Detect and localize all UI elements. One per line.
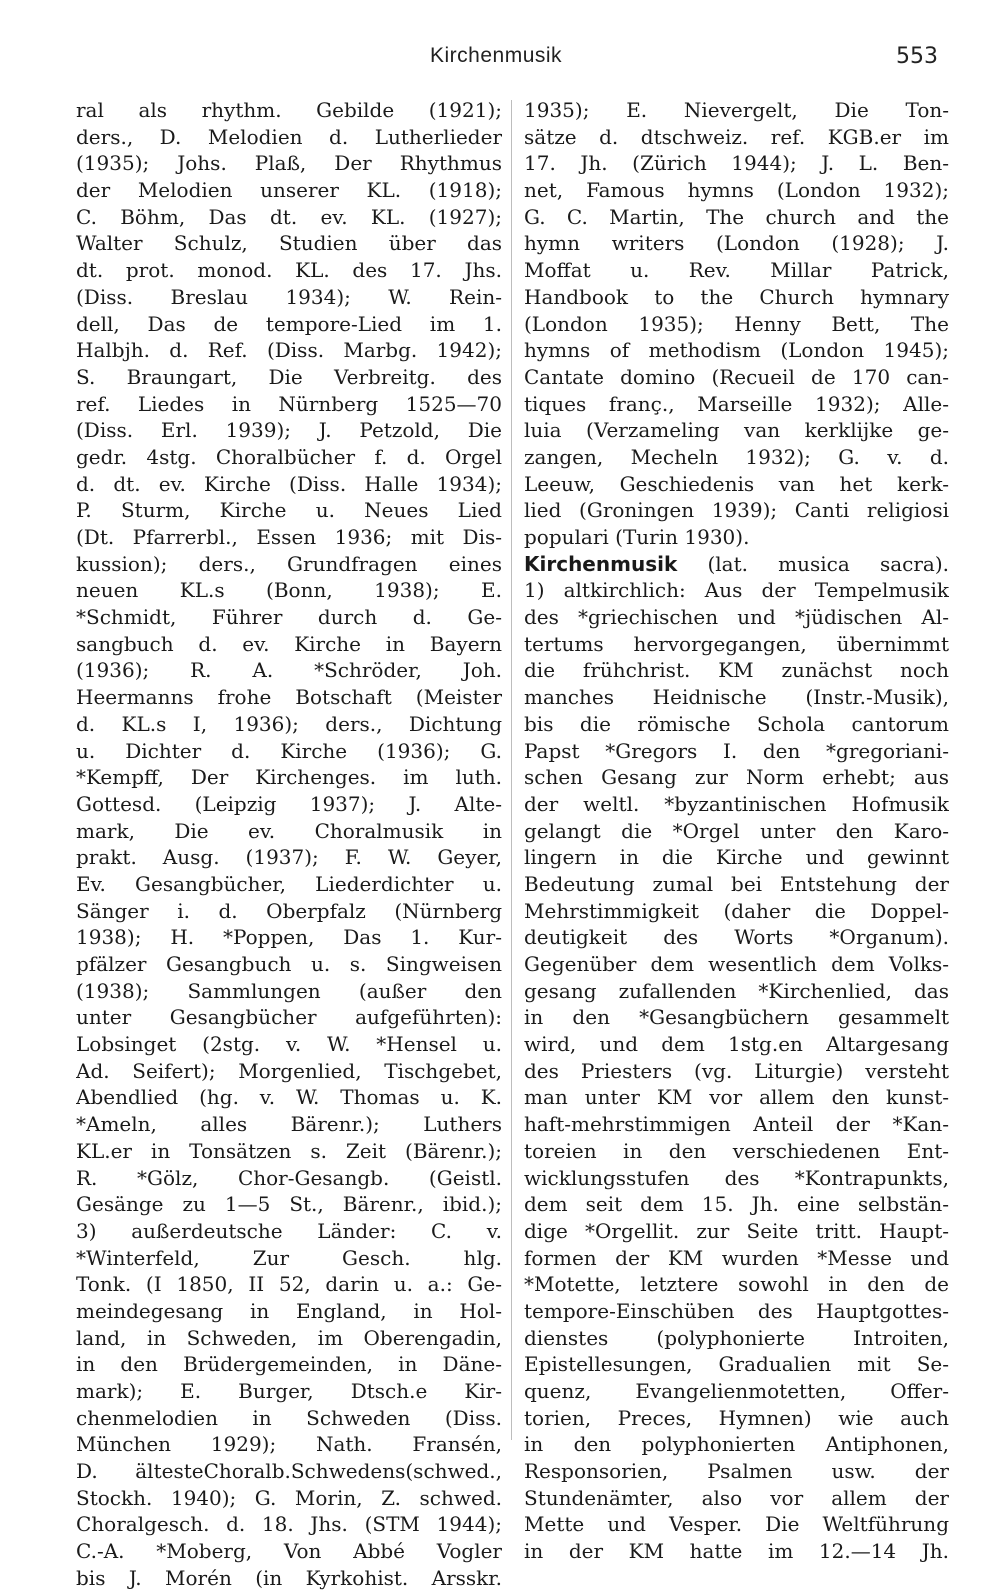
text-line: R. *Gölz, Chor-Gesangb. (Geistl. — [76, 1165, 502, 1190]
text-line: Walter Schulz, Studien über das — [76, 231, 502, 256]
text-line: Lobsinget (2stg. v. W. *Hensel u. — [76, 1032, 502, 1057]
text-line: ral als rhythm. Gebilde (1921); — [76, 98, 502, 122]
text-line: (Dt. Pfarrerbl., Essen 1936; mit Dis- — [76, 525, 502, 549]
text-line: neuen KL.s (Bonn, 1938); E. — [76, 578, 502, 603]
text-line: P. Sturm, Kirche u. Neues Lied — [76, 498, 502, 523]
text-line: (London 1935); Henny Bett, The — [524, 311, 949, 336]
text-line: (Diss. Breslau 1934); W. Rein- — [76, 284, 502, 309]
text-line: (1935); Johs. Plaß, Der Rhythmus — [76, 151, 502, 176]
text-line: luia (Verzameling van kerklijke ge- — [524, 418, 949, 443]
text-line: *Kempff, Der Kirchenges. im luth. — [76, 765, 502, 790]
text-line: Tonk. (I 1850, II 52, darin u. a.: Ge- — [76, 1272, 502, 1297]
text-line: in der KM hatte im 12.—14 Jh. — [524, 1539, 949, 1564]
text-line: *Motette, letztere sowohl in den de — [524, 1272, 949, 1297]
text-line: haft-mehrstimmigen Anteil der *Kan- — [524, 1112, 949, 1137]
text-line: land, in Schweden, im Oberengadin, — [76, 1325, 502, 1350]
text-line: gelangt die *Orgel unter den Karo- — [524, 818, 949, 843]
text-line: gesang zufallenden *Kirchenlied, das — [524, 978, 949, 1003]
running-head: Kirchenmusik — [430, 44, 563, 67]
text-line: ders., D. Melodien d. Lutherlieder — [76, 124, 502, 149]
text-line: dige *Orgellit. zur Seite tritt. Haupt- — [524, 1218, 949, 1243]
text-line: dem seit dem 15. Jh. eine selbstän- — [524, 1192, 949, 1217]
text-line: 3) außerdeutsche Länder: C. v. — [76, 1218, 502, 1243]
text-line: tiques franç., Marseille 1932); Alle- — [524, 391, 949, 416]
text-line: 1) altkirchlich: Aus der Tempelmusik — [524, 578, 949, 603]
text-line: der Melodien unserer KL. (1918); — [76, 178, 502, 203]
text-line: dell, Das de tempore-Lied im 1. — [76, 311, 502, 336]
text-line: Sänger i. d. Oberpfalz (Nürnberg — [76, 898, 502, 923]
text-line: bis J. Morén (in Kyrkohist. Arsskr. — [76, 1565, 502, 1590]
text-line: Gesänge zu 1—5 St., Bärenr., ibid.); — [76, 1192, 502, 1217]
text-line: unter Gesangbücher aufgeführten): — [76, 1005, 502, 1030]
text-line: Responsorien, Psalmen usw. der — [524, 1459, 949, 1484]
text-line: D. ältesteChoralb.Schwedens(schwed., — [76, 1459, 502, 1484]
text-line: u. Dichter d. Kirche (1936); G. — [76, 738, 502, 763]
text-line: d. KL.s I, 1936); ders., Dichtung — [76, 711, 502, 736]
text-line: hymns of methodism (London 1945); — [524, 338, 949, 363]
text-line: G. C. Martin, The church and the — [524, 204, 949, 229]
text-line: wicklungsstufen des *Kontrapunkts, — [524, 1165, 949, 1190]
text-line: Moffat u. Rev. Millar Patrick, — [524, 258, 949, 283]
text-line: Gegenüber dem wesentlich dem Volks- — [524, 952, 949, 976]
text-line: dienstes (polyphonierte Introiten, — [524, 1325, 949, 1350]
text-line: Ev. Gesangbücher, Liederdichter u. — [76, 871, 502, 896]
left-column — [76, 97, 502, 1592]
text-line: in den polyphonierten Antiphonen, — [524, 1432, 949, 1457]
text-line: Stundenämter, also vor allem der — [524, 1485, 949, 1510]
text-line: dt. prot. monod. KL. des 17. Jhs. — [76, 258, 502, 283]
text-line: (Diss. Erl. 1939); J. Petzold, Die — [76, 418, 502, 443]
text-line: mark, Die ev. Choralmusik in — [76, 818, 502, 843]
text-line: meindegesang in England, in Hol- — [76, 1298, 502, 1323]
text-line: Leeuw, Geschiedenis van het kerk- — [524, 471, 949, 496]
text-line: C. Böhm, Das dt. ev. KL. (1927); — [76, 204, 502, 229]
text-line: die frühchrist. KM zunächst noch — [524, 658, 949, 683]
text-line: torien, Preces, Hymnen) wie auch — [524, 1405, 949, 1430]
text-line: Papst *Gregors I. den *gregoriani- — [524, 738, 949, 763]
text-line: (1936); R. A. *Schröder, Joh. — [76, 658, 502, 683]
text-line: quenz, Evangelienmotetten, Offer- — [524, 1379, 949, 1403]
text-line: wird, und dem 1stg.en Altargesang — [524, 1032, 949, 1057]
text-line: prakt. Ausg. (1937); F. W. Geyer, — [76, 845, 502, 870]
text-line: Choralgesch. d. 18. Jhs. (STM 1944); — [76, 1512, 502, 1537]
text-line: München 1929); Nath. Fransén, — [76, 1432, 502, 1457]
text-line: Mehrstimmigkeit (daher die Doppel- — [524, 898, 949, 923]
text-line: pfälzer Gesangbuch u. s. Singweisen — [76, 952, 502, 976]
text-line: Stockh. 1940); G. Morin, Z. schwed. — [76, 1485, 502, 1510]
text-line: Heermanns frohe Botschaft (Meister — [76, 685, 502, 710]
text-line: (1938); Sammlungen (außer den — [76, 978, 502, 1003]
text-line: kussion); ders., Grundfragen eines — [76, 551, 502, 576]
column-divider — [511, 100, 512, 1440]
text-line: *Schmidt, Führer durch d. Ge- — [76, 605, 502, 630]
text-line: der weltl. *byzantinischen Hofmusik — [524, 791, 949, 816]
text-line: net, Famous hymns (London 1932); — [524, 178, 949, 203]
entry-headword: Kirchenmusik — [524, 551, 678, 576]
text-line: tertums hervorgegangen, übernimmt — [524, 631, 949, 656]
text-line: 17. Jh. (Zürich 1944); J. L. Ben- — [524, 151, 949, 176]
text-line: lied (Groningen 1939); Canti religiosi — [524, 498, 949, 523]
text-line: populari (Turin 1930). — [524, 525, 750, 549]
text-line: S. Braungart, Die Verbreitg. des — [76, 364, 502, 389]
text-line: 1938); H. *Poppen, Das 1. Kur- — [76, 925, 502, 950]
text-line: deutigkeit des Worts *Organum). — [524, 925, 949, 950]
text-line: chenmelodien in Schweden (Diss. — [76, 1405, 502, 1430]
text-line: in den Brüdergemeinden, in Däne- — [76, 1352, 502, 1377]
text-line: sangbuch d. ev. Kirche in Bayern — [76, 631, 502, 656]
text-line: hymn writers (London (1928); J. — [524, 231, 949, 256]
entry-headword-line: Kirchenmusik (lat. musica sacra). — [524, 551, 949, 576]
text-line: mark); E. Burger, Dtsch.e Kir- — [76, 1379, 502, 1403]
text-line: Mette und Vesper. Die Weltführung — [524, 1512, 949, 1537]
text-line: C.-A. *Moberg, Von Abbé Vogler — [76, 1539, 502, 1564]
text-line: Handbook to the Church hymnary — [524, 284, 949, 309]
text-line: in den *Gesangbüchern gesammelt — [524, 1005, 949, 1030]
text-line: Gottesd. (Leipzig 1937); J. Alte- — [76, 791, 502, 816]
text-line: sätze d. dtschweiz. ref. KGB.er im — [524, 124, 949, 149]
text-line: tempore-Einschüben des Hauptgottes- — [524, 1298, 949, 1323]
text-line: toreien in den verschiedenen Ent- — [524, 1138, 949, 1163]
text-line: ref. Liedes in Nürnberg 1525—70 — [76, 391, 502, 416]
text-line: *Winterfeld, Zur Gesch. hlg. — [76, 1245, 502, 1270]
text-line: formen der KM wurden *Messe und — [524, 1245, 949, 1270]
text-line: manches Heidnische (Instr.-Musik), — [524, 685, 949, 710]
text-line: KL.er in Tonsätzen s. Zeit (Bärenr.); — [76, 1138, 502, 1163]
right-column — [524, 97, 949, 1565]
text-line: Cantate domino (Recueil de 170 can- — [524, 364, 949, 389]
text-line: lingern in die Kirche und gewinnt — [524, 845, 949, 870]
text-line: Bedeutung zumal bei Entstehung der — [524, 871, 949, 896]
text-line: gedr. 4stg. Choralbücher f. d. Orgel — [76, 444, 502, 469]
text-line: d. dt. ev. Kirche (Diss. Halle 1934); — [76, 471, 502, 496]
text-line: Ad. Seifert); Morgenlied, Tischgebet, — [76, 1058, 502, 1083]
text-line: Abendlied (hg. v. W. Thomas u. K. — [76, 1085, 502, 1110]
text-line: schen Gesang zur Norm erhebt; aus — [524, 765, 949, 790]
text-line: zangen, Mecheln 1932); G. v. d. — [524, 444, 949, 469]
text-line: des Priesters (vg. Liturgie) versteht — [524, 1058, 949, 1083]
text-line: Epistellesungen, Gradualien mit Se- — [524, 1352, 949, 1377]
page-number: 553 — [896, 44, 938, 69]
text-line: man unter KM vor allem den kunst- — [524, 1085, 949, 1110]
text-line: Halbjh. d. Ref. (Diss. Marbg. 1942); — [76, 338, 502, 363]
text-line: des *griechischen und *jüdischen Al- — [524, 605, 949, 630]
page-header — [0, 44, 1000, 84]
text-line: bis die römische Schola cantorum — [524, 711, 949, 736]
text-line: *Ameln, alles Bärenr.); Luthers — [76, 1112, 502, 1137]
text-line: 1935); E. Nievergelt, Die Ton- — [524, 98, 949, 122]
